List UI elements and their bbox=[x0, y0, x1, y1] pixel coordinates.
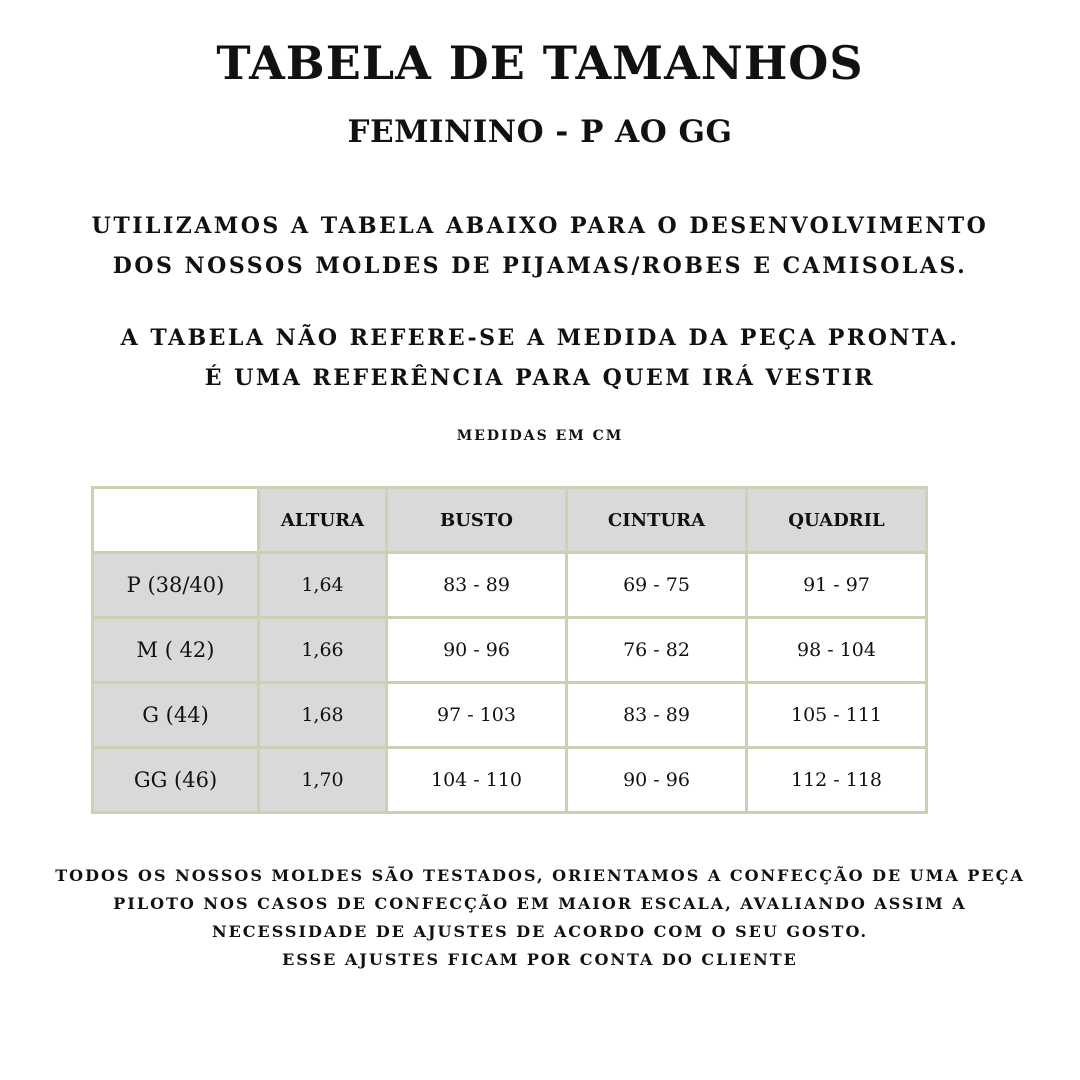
busto-value: 97 - 103 bbox=[387, 683, 567, 748]
cintura-value: 76 - 82 bbox=[567, 618, 747, 683]
size-label: M ( 42) bbox=[93, 618, 259, 683]
quadril-value: 91 - 97 bbox=[747, 553, 927, 618]
footer-line: TODOS OS NOSSOS MOLDES SÃO TESTADOS, ORIENTAMOS A CONFECÇÃO DE UMA PEÇA bbox=[55, 866, 1025, 885]
table-row bbox=[93, 683, 927, 748]
table-corner-cell bbox=[93, 488, 259, 553]
intro-line: UTILIZAMOS A TABELA ABAIXO PARA O DESENVOLVIMENTO bbox=[91, 213, 989, 239]
altura-value: 1,66 bbox=[259, 618, 387, 683]
footer-line: PILOTO NOS CASOS DE CONFECÇÃO EM MAIOR ESCALA, AVALIANDO ASSIM A bbox=[113, 894, 967, 913]
column-header-busto: BUSTO bbox=[387, 488, 567, 553]
intro-line: É UMA REFERÊNCIA PARA QUEM IRÁ VESTIR bbox=[204, 365, 876, 391]
table-row bbox=[93, 553, 927, 618]
intro-paragraph-2 bbox=[0, 318, 1080, 398]
page-title: TABELA DE TAMANHOS bbox=[216, 36, 864, 90]
footer-line: ESSE AJUSTES FICAM POR CONTA DO CLIENTE bbox=[282, 950, 798, 969]
busto-value: 83 - 89 bbox=[387, 553, 567, 618]
size-label: GG (46) bbox=[93, 748, 259, 813]
page-subtitle: FEMININO - P AO GG bbox=[347, 114, 733, 150]
altura-value: 1,68 bbox=[259, 683, 387, 748]
quadril-value: 98 - 104 bbox=[747, 618, 927, 683]
quadril-value: 105 - 111 bbox=[747, 683, 927, 748]
cintura-value: 69 - 75 bbox=[567, 553, 747, 618]
table-header-row bbox=[93, 488, 927, 553]
altura-value: 1,70 bbox=[259, 748, 387, 813]
intro-line: DOS NOSSOS MOLDES DE PIJAMAS/ROBES E CAMISOLAS. bbox=[112, 253, 968, 279]
altura-value: 1,64 bbox=[259, 553, 387, 618]
footer-note bbox=[0, 862, 1080, 974]
size-table bbox=[91, 486, 928, 814]
footer-line: NECESSIDADE DE AJUSTES DE ACORDO COM O SEU GOSTO. bbox=[211, 922, 869, 941]
cintura-value: 90 - 96 bbox=[567, 748, 747, 813]
intro-line: A TABELA NÃO REFERE-SE A MEDIDA DA PEÇA PRONTA. bbox=[120, 325, 960, 351]
size-label: G (44) bbox=[93, 683, 259, 748]
size-label: P (38/40) bbox=[93, 553, 259, 618]
table-row bbox=[93, 618, 927, 683]
quadril-value: 112 - 118 bbox=[747, 748, 927, 813]
busto-value: 90 - 96 bbox=[387, 618, 567, 683]
column-header-cintura: CINTURA bbox=[567, 488, 747, 553]
units-note: MEDIDAS EM CM bbox=[456, 428, 624, 444]
intro-paragraph-1 bbox=[0, 206, 1080, 286]
column-header-altura: ALTURA bbox=[259, 488, 387, 553]
table-row bbox=[93, 748, 927, 813]
busto-value: 104 - 110 bbox=[387, 748, 567, 813]
column-header-quadril: QUADRIL bbox=[747, 488, 927, 553]
cintura-value: 83 - 89 bbox=[567, 683, 747, 748]
